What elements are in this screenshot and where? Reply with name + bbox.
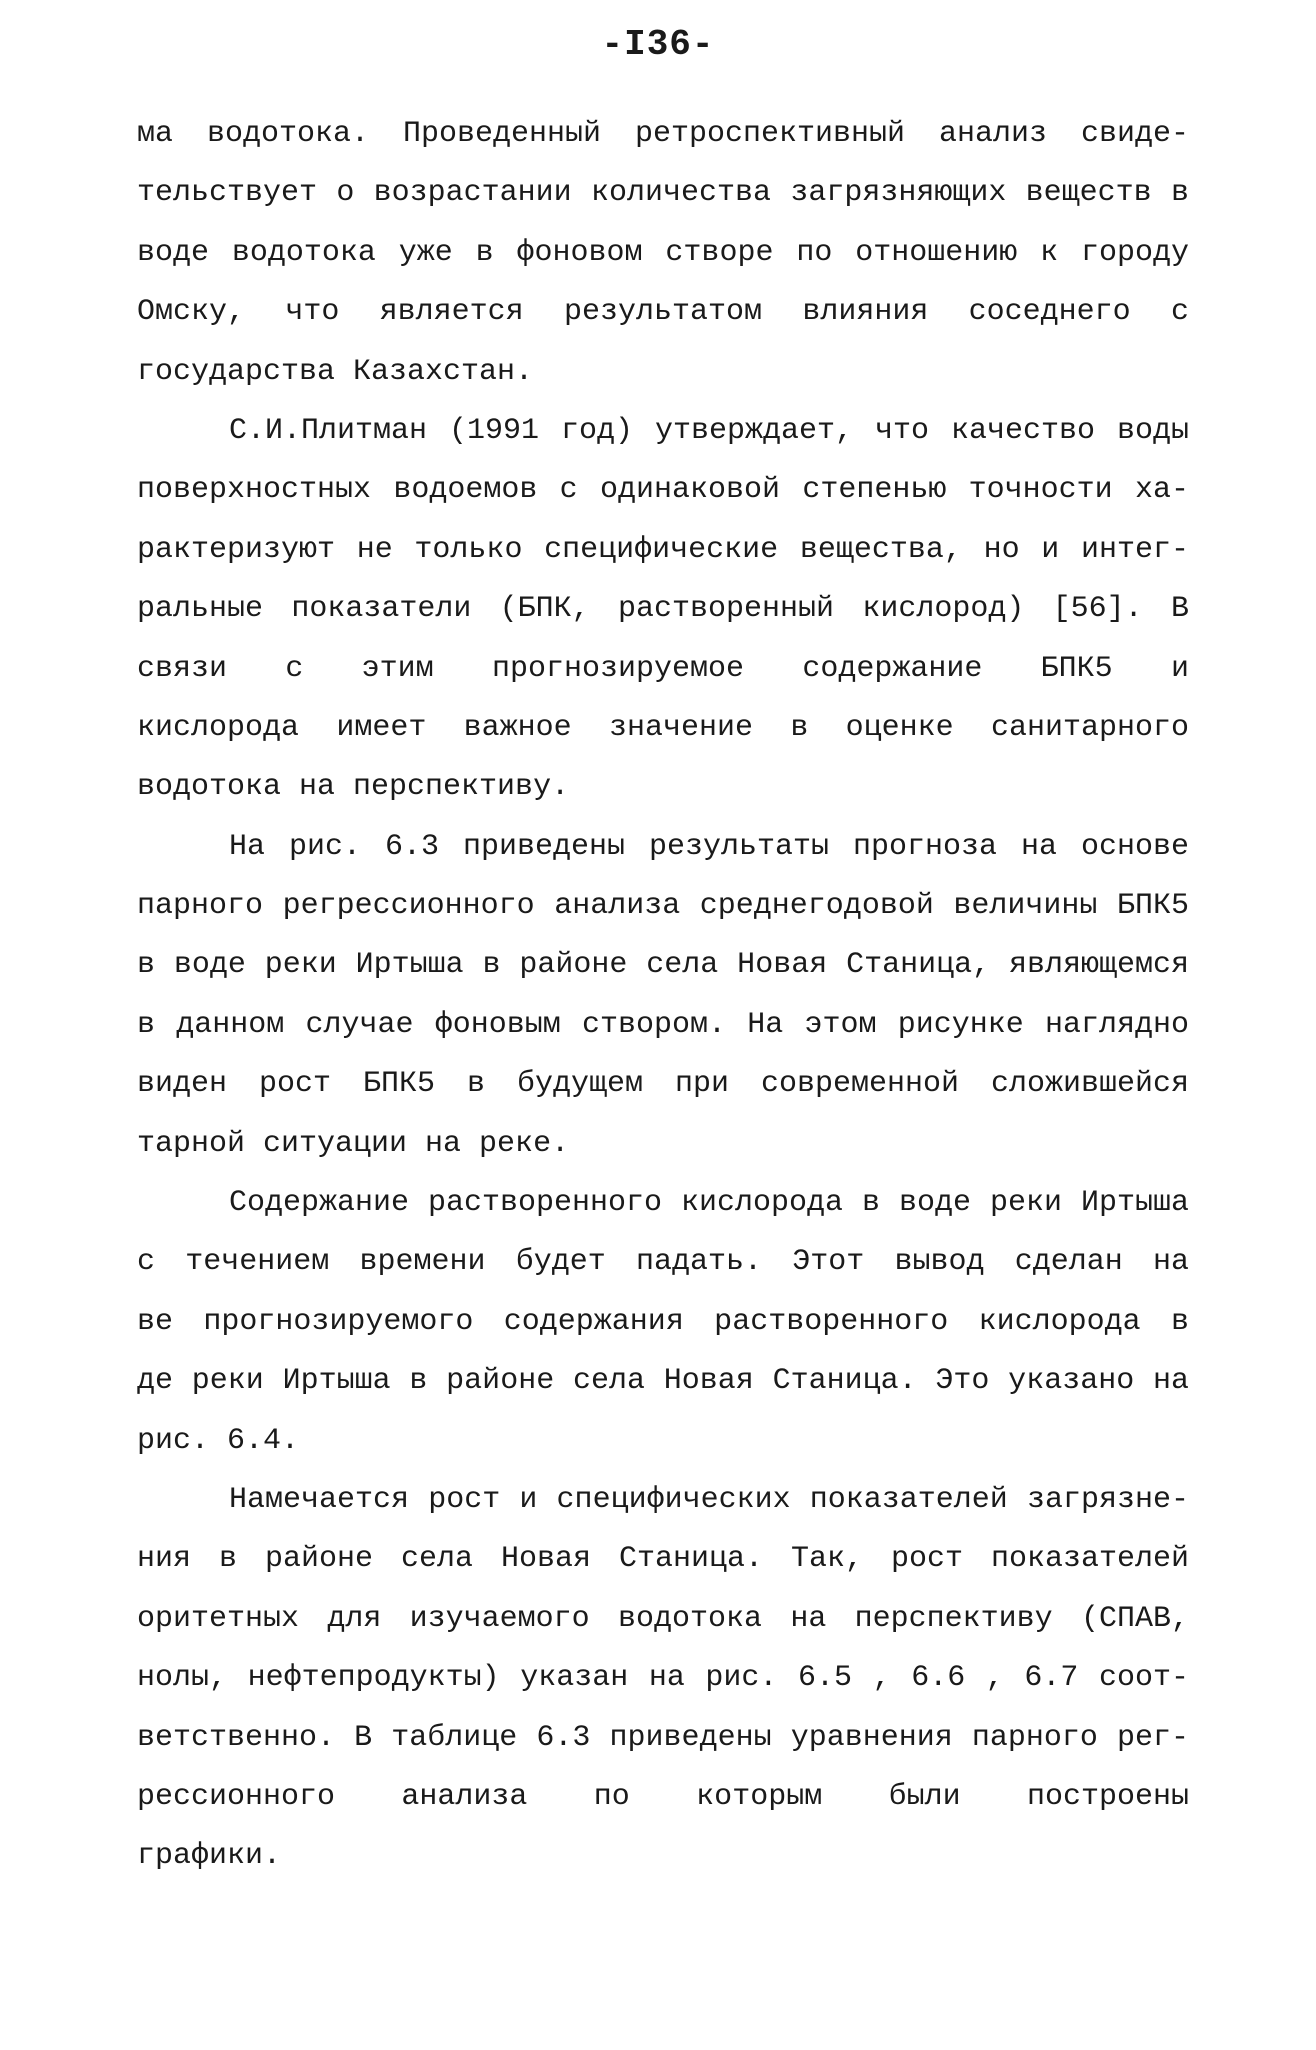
text-line: рактеризуют не только специфические вещества, но и интег-: [137, 532, 1189, 567]
text-line: графики.: [137, 1839, 282, 1874]
text-line: рис. 6.4.: [137, 1423, 300, 1458]
text-line: парного регрессионного анализа среднегодовой величины БПК5: [137, 889, 1189, 924]
text-line: в воде реки Иртыша в районе села Новая Станица, являющемся: [137, 948, 1189, 983]
text-line: поверхностных водоемов с одинаковой степенью точности ха-: [137, 473, 1189, 508]
text-line: де реки Иртыша в районе села Новая Станица. Это указано на: [137, 1364, 1189, 1399]
text-line: в данном случае фоновым створом. На этом рисунке наглядно: [137, 1007, 1189, 1042]
page-number: -I36-: [601, 24, 715, 65]
text-line: виден рост БПК5 в будущем при современной сложившейся: [137, 1067, 1189, 1102]
text-line: оритетных для изучаемого водотока на перспективу (СПАВ,: [137, 1601, 1189, 1636]
text-line: ральные показатели (БПК, растворенный кислород) [56]. В: [137, 592, 1189, 627]
text-line: На рис. 6.3 приведены результаты прогноза на основе: [229, 829, 1189, 864]
text-line: Содержание растворенного кислорода в воде реки Иртыша: [229, 1186, 1189, 1221]
text-line: рессионного анализа по которым были построены: [137, 1779, 1189, 1814]
text-line: водотока на перспективу.: [137, 770, 570, 805]
text-line: кислорода имеет важное значение в оценке санитарного: [137, 710, 1189, 745]
text-line: ветственно. В таблице 6.3 приведены уравнения парного рег-: [137, 1720, 1189, 1755]
text-line: воде водотока уже в фоновом створе по отношению к городу: [137, 235, 1189, 270]
text-line: нолы, нефтепродукты) указан на рис. 6.5 , 6.6 , 6.7 соот-: [137, 1661, 1189, 1696]
text-line: с течением времени будет падать. Этот вывод сделан на: [137, 1245, 1189, 1280]
text-line: Намечается рост и специфических показателей загрязне-: [229, 1482, 1189, 1517]
text-line: ния в районе села Новая Станица. Так, рост показателей: [137, 1542, 1189, 1577]
text-line: тельствует о возрастании количества загрязняющих веществ в: [137, 176, 1189, 211]
text-line: тарной ситуации на реке.: [137, 1126, 570, 1161]
text-line: Омску, что является результатом влияния соседнего с: [137, 295, 1189, 330]
text-line: ве прогнозируемого содержания растворенного кислорода в: [137, 1304, 1189, 1339]
text-line: связи с этим прогнозируемое содержание БПК5 и: [137, 651, 1189, 686]
text-line: С.И.Плитман (1991 год) утверждает, что качество воды: [229, 413, 1189, 448]
body-text: [137, 105, 1189, 1887]
text-line: государства Казахстан.: [137, 354, 534, 389]
text-line: ма водотока. Проведенный ретроспективный анализ свиде-: [137, 117, 1189, 151]
